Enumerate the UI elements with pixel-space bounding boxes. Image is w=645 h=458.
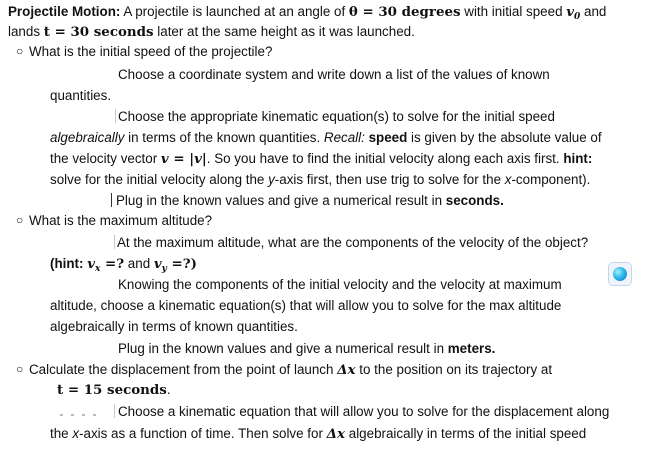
bullet-icon: ○ bbox=[16, 44, 24, 58]
margin-marker bbox=[114, 235, 115, 249]
question-1: What is the initial speed of the projectile? bbox=[29, 44, 273, 59]
q2-step-3: Plug in the known values and give a numerical result in meters. bbox=[118, 341, 496, 356]
q3-step-1-line-1: Choose a kinematic equation that will allow you to solve for the displacement along bbox=[118, 404, 610, 419]
angle-math: θ = 30 degrees bbox=[348, 4, 461, 20]
q1-step-1-line-1: Choose a coordinate system and write down a list of the values of known bbox=[118, 67, 550, 82]
q2-step-2-line-1: Knowing the components of the initial velocity and the velocity at maximum bbox=[118, 277, 562, 292]
bullet-icon: ○ bbox=[16, 213, 24, 227]
q1-step-2-line-3: the velocity vector v = |v|. So you have to find the initial velocity along each axis first. hint: bbox=[50, 151, 593, 167]
q1-step-2-line-4: solve for the initial velocity along the y-axis first, then use trig to solve for the x-component). bbox=[50, 172, 591, 187]
time-math: t = 30 seconds bbox=[43, 24, 154, 40]
q2-step-2-line-3: algebraically in terms of known quantities. bbox=[50, 319, 298, 334]
intro-line-2: lands t = 30 seconds later at the same height as it was launched. bbox=[8, 24, 415, 40]
q1-step-3: Plug in the known values and give a numerical result in seconds. bbox=[116, 193, 504, 208]
margin-marker bbox=[60, 404, 112, 408]
displacement-math: Δx bbox=[337, 362, 356, 378]
q3-step-1-line-2: the x-axis as a function of time. Then solve for Δx algebraically in terms of the initial speed bbox=[50, 426, 587, 442]
q1-step-1-line-2: quantities. bbox=[50, 88, 112, 103]
v0-math: $v_0$ bbox=[566, 4, 581, 22]
q2-step-1-line-1: At the maximum altitude, what are the components of the velocity of the object? bbox=[117, 235, 589, 250]
question-3-line-1: Calculate the displacement from the point of launch Δx to the position on its trajectory at bbox=[29, 362, 553, 378]
margin-marker bbox=[111, 193, 112, 207]
velocity-vector-math: v = |v| bbox=[160, 151, 207, 167]
bullet-icon: ○ bbox=[16, 362, 24, 376]
problem-title: Projectile Motion: bbox=[8, 4, 121, 19]
assistant-orb-icon[interactable] bbox=[608, 262, 632, 286]
margin-marker bbox=[115, 109, 116, 123]
question-3-line-2: t = 15 seconds. bbox=[57, 382, 171, 398]
margin-marker bbox=[114, 404, 115, 418]
question-2: What is the maximum altitude? bbox=[29, 213, 213, 228]
q2-step-2-line-2: altitude, choose a kinematic equation(s) that will allow you to solve for the max altitude bbox=[50, 298, 562, 313]
q1-step-2-line-2: algebraically in terms of the known quantities. Recall: speed is given by the absolute value of bbox=[50, 130, 602, 145]
q1-step-2-line-1: Choose the appropriate kinematic equation(s) to solve for the initial speed bbox=[118, 109, 555, 124]
intro-line-1: Projectile Motion: A projectile is launched at an angle of θ = 30 degrees with initial speed $v_0$ and bbox=[8, 4, 607, 22]
q2-step-1-line-2: (hint: $v_x$ =? and $v_y$ =?) bbox=[50, 256, 197, 274]
